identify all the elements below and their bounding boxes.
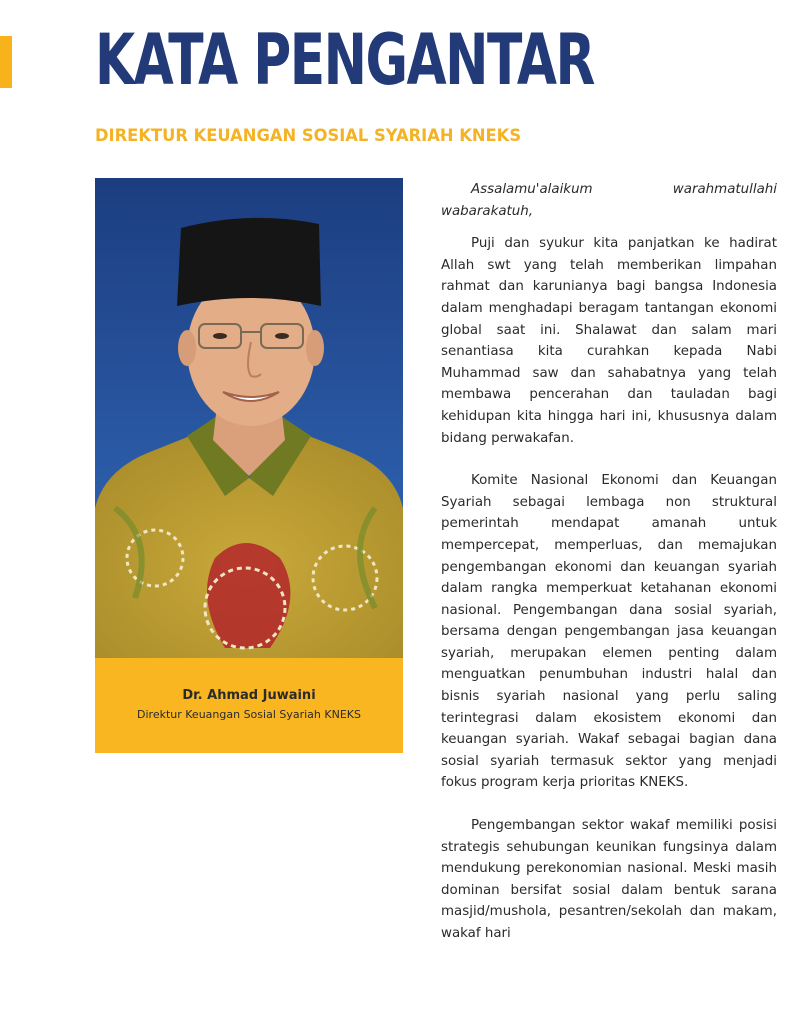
page-subtitle: DIREKTUR KEUANGAN SOSIAL SYARIAH KNEKS [95,126,522,146]
paragraph-2: Komite Nasional Ekonomi dan Keuangan Syariah sebagai lembaga non struktural pemerintah mendapat amanah untuk mempercepat, memperluas, dan memajukan pengembangan ekonomi dan keuangan syariah dalam rangka memperkuat ketahanan ekonomi nasional. Pengembangan dana sosial syariah, bersama dengan pengembangan jasa keuangan syariah, merupakan elemen penting dalam menguatkan penumbuhan industri halal dan bisnis syariah nasional yang perlu saling terintegrasi dalam ekosistem ekonomi dan keuangan syariah. Wakaf sebagai bagian dana sosial syariah termasuk sektor yang menjadi fokus program kerja prioritas KNEKS. [441,473,777,791]
profile-role: Direktur Keuangan Sosial Syariah KNEKS [137,708,361,721]
portrait-illustration [95,178,403,658]
profile-caption [95,658,403,753]
portrait-photo [95,178,403,658]
paragraph-3: Pengembangan sektor wakaf memiliki posisi strategis sehubungan keunikan fungsinya dalam mendukung perekonomian nasional. Meski masih dominan bersifat sosial dalam bentuk sarana masjid/mushola, pesantren/sekolah dan makam, wakaf hari [441,818,777,941]
profile-name: Dr. Ahmad Juwaini [182,688,316,703]
foreword-body [441,179,777,966]
page-edge-tab [0,36,12,88]
page-title: KATA PENGANTAR [95,19,594,101]
paragraph-1: Puji dan syukur kita panjatkan ke hadirat Allah swt yang telah memberikan limpahan rahmat dan karunianya bagi bangsa Indonesia dalam menghadapi beragam tantangan ekonomi global saat ini. Shalawat dan salam mari senantiasa kita curahkan kepada Nabi Muhammad saw dan sahabatnya yang telah membawa pencerahan dan tauladan bagi kehidupan kita hingga hari ini, khususnya dalam bidang perwakafan. [441,236,777,446]
greeting: Assalamu'alaikum warahmatullahi wabarakatuh, [441,182,777,219]
